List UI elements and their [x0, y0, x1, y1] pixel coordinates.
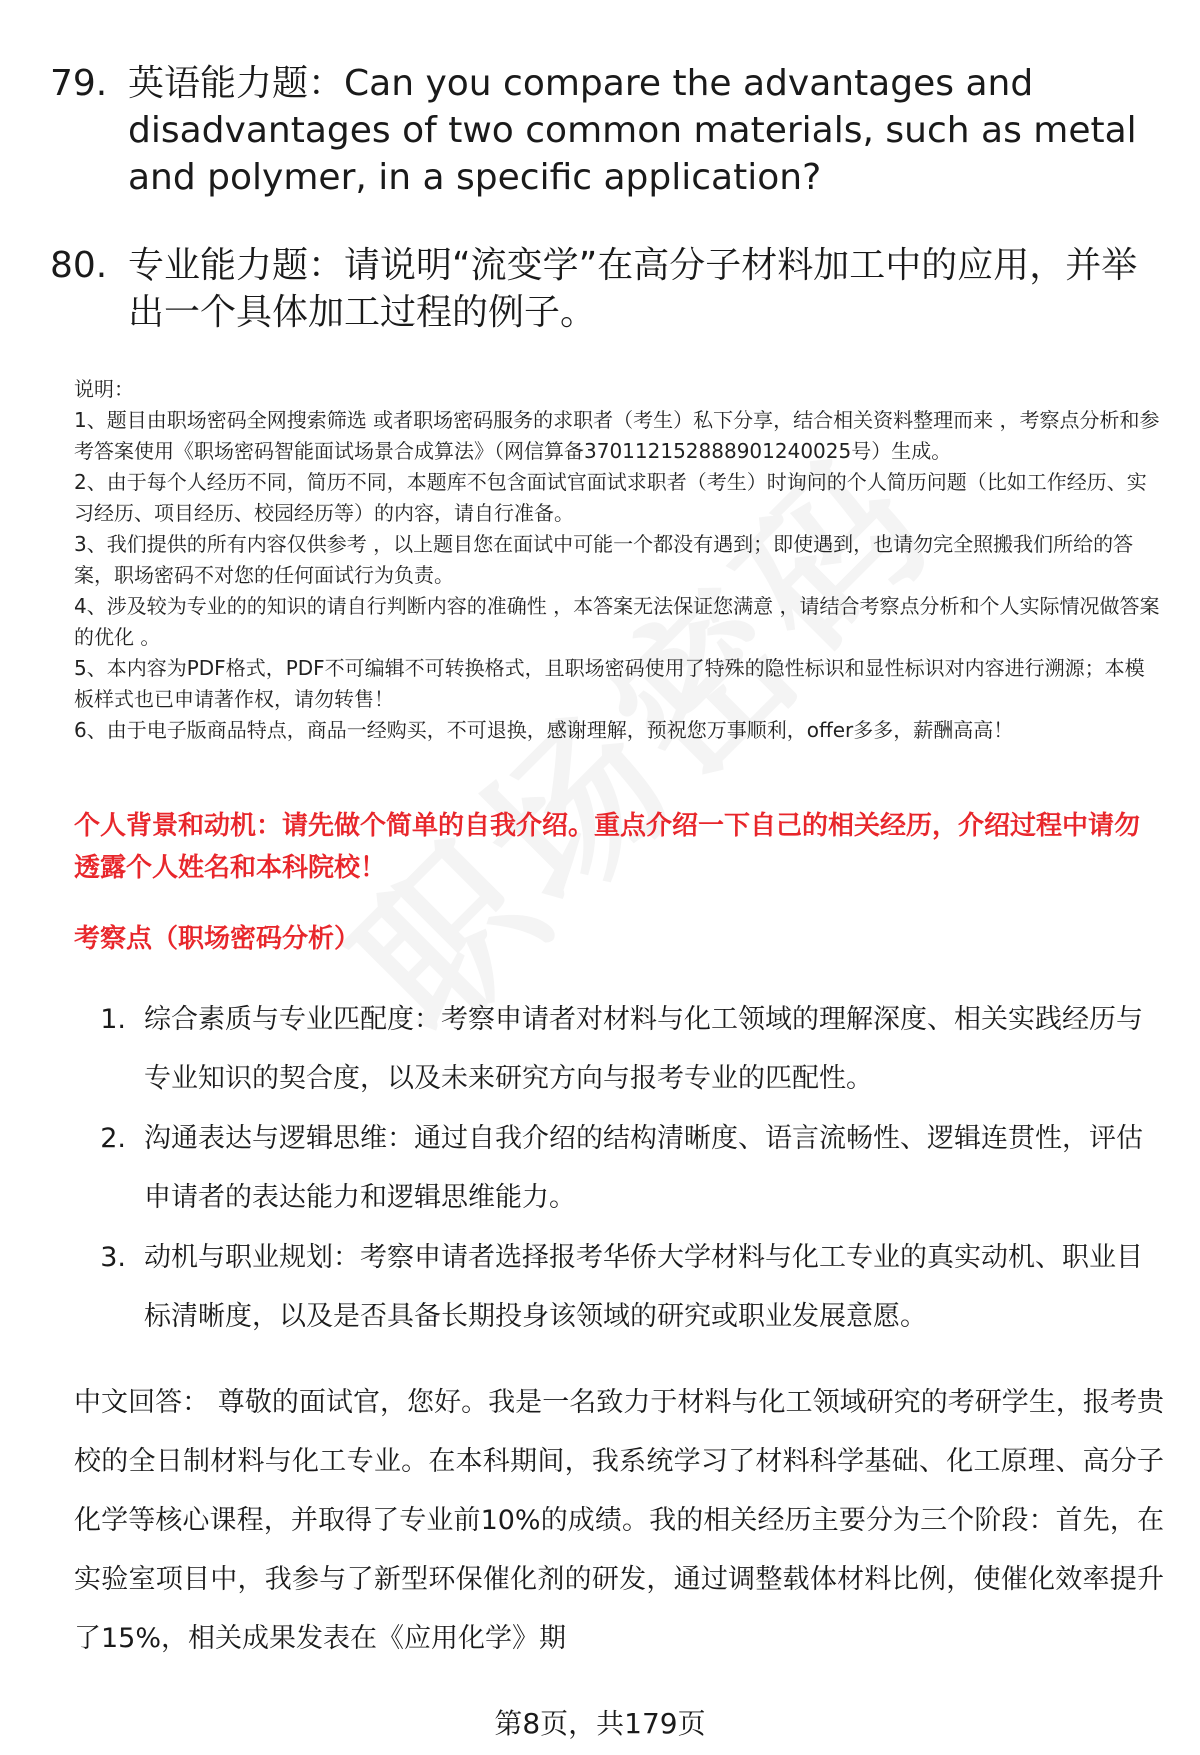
note-item: 5、本内容为PDF格式，PDF不可编辑不可转换格式，且职场密码使用了特殊的隐性标识和显性标识对内容进行溯源；本模板样式也已申请著作权，请勿转售！ [74, 656, 1145, 711]
notes-title: 说明： [74, 377, 134, 401]
note-item: 4、涉及较为专业的的知识的请自行判断内容的准确性 ，本答案无法保证您满意 ，请结合考察点分析和个人实际情况做答案的优化 。 [74, 594, 1160, 649]
question-text: 英语能力题：Can you compare the advantages and disadvantages of two common materials, such as metal and polymer, in a specific application? [128, 63, 1137, 198]
background-question-heading: 个人背景和动机：请先做个简单的自我介绍。重点介绍一下自己的相关经历，介绍过程中请勿透露个人姓名和本科院校！ [74, 811, 1141, 883]
list-item-number: 1. [100, 1004, 126, 1035]
list-item-text: 动机与职业规划：考察申请者选择报考华侨大学材料与化工专业的真实动机、职业目标清晰度，以及是否具备长期投身该领域的研究或职业发展意愿。 [144, 1242, 1143, 1332]
list-item [74, 1228, 1164, 1346]
note-item: 3、我们提供的所有内容仅供参考 ，以上题目您在面试中可能一个都没有遇到；即使遇到，也请勿完全照搬我们所给的答案，职场密码不对您的任何面试行为负责。 [74, 532, 1134, 587]
note-item: 1、题目由职场密码全网搜索筛选 或者职场密码服务的求职者（考生）私下分享，结合相关资料整理而来 ，考察点分析和参考答案使用《职场密码智能面试场景合成算法》（网信算备370112152888901240025号）生成。 [74, 408, 1160, 463]
note-item: 6、由于电子版商品特点，商品一经购买，不可退换，感谢理解，预祝您万事顺利，offer多多，薪酬高高！ [74, 718, 1014, 742]
examination-points-heading: 考察点（职场密码分析） [74, 924, 361, 954]
question-80 [50, 242, 1160, 336]
question-79 [50, 60, 1160, 201]
list-item-text: 沟通表达与逻辑思维：通过自我介绍的结构清晰度、语言流畅性、逻辑连贯性，评估申请者的表达能力和逻辑思维能力。 [144, 1123, 1143, 1213]
examination-points-list [74, 990, 1164, 1347]
list-item-number: 3. [100, 1242, 126, 1273]
notes-block [74, 374, 1164, 746]
note-item: 2、由于每个人经历不同，简历不同，本题库不包含面试官面试求职者（考生）时询问的个人简历问题（比如工作经历、实习经历、项目经历、校园经历等）的内容，请自行准备。 [74, 470, 1147, 525]
list-item [74, 990, 1164, 1108]
list-item-text: 综合素质与专业匹配度：考察申请者对材料与化工领域的理解深度、相关实践经历与专业知识的契合度，以及未来研究方向与报考专业的匹配性。 [144, 1004, 1143, 1094]
list-item-number: 2. [100, 1123, 126, 1154]
question-text: 专业能力题：请说明“流变学”在高分子材料加工中的应用，并举出一个具体加工过程的例子。 [128, 245, 1138, 333]
page-number-footer: 第8页，共179页 [494, 1707, 706, 1740]
list-item [74, 1109, 1164, 1227]
question-number: 79. [50, 63, 108, 104]
chinese-answer-paragraph: 中文回答： 尊敬的面试官，您好。我是一名致力于材料与化工领域研究的考研学生，报考贵校的全日制材料与化工专业。在本科期间，我系统学习了材料科学基础、化工原理、高分子化学等核心课程，并取得了专业前10%的成绩。我的相关经历主要分为三个阶段：首先，在实验室项目中，我参与了新型环保催化剂的研发，通过调整载体材料比例，使催化效率提升了15%，相关成果发表在《应用化学》期 [74, 1387, 1164, 1654]
question-number: 80. [50, 245, 108, 286]
